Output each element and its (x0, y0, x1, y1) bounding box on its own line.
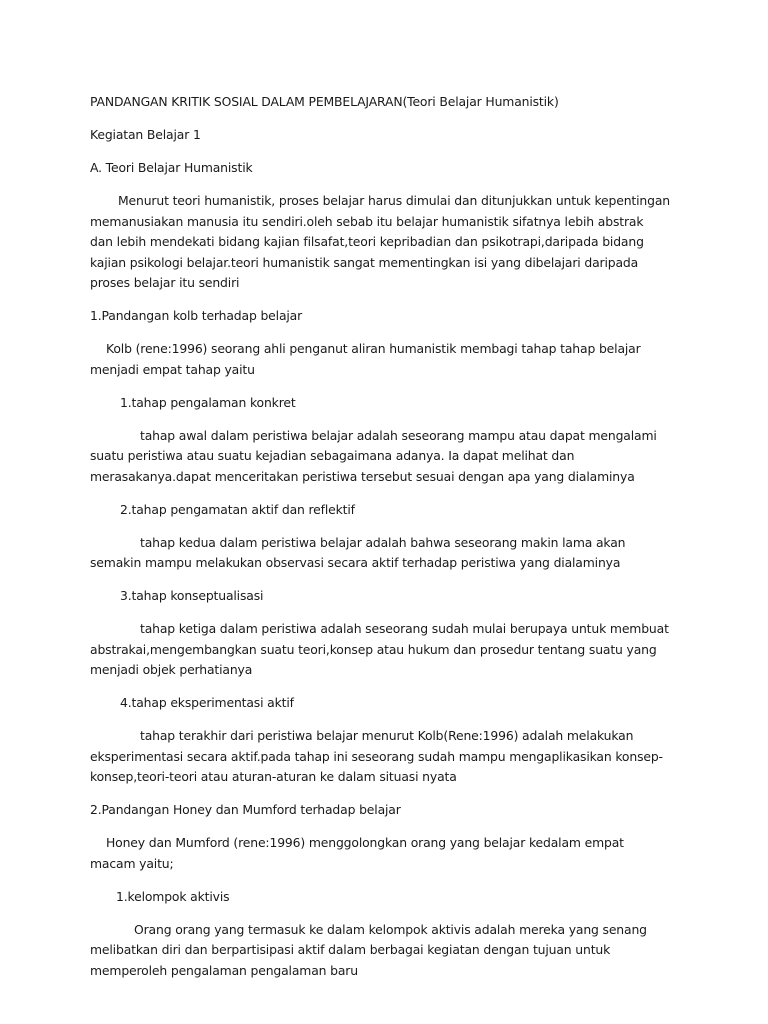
stage-paragraph: tahap terakhir dari peristiwa belajar menurut Kolb(Rene:1996) adalah melakukan eksperimentasi secara aktif.pada tahap ini seseorang sudah mampu mengaplikasikan konsep-konsep,teori-teori atau aturan-aturan ke dalam situasi nyata (90, 728, 663, 784)
stage-paragraph: tahap kedua dalam peristiwa belajar adalah bahwa seseorang makin lama akan semakin mampu melakukan observasi secara aktif terhadap peristiwa yang dialaminya (90, 534, 626, 570)
document-page (90, 92, 670, 994)
stage-paragraph: tahap awal dalam peristiwa belajar adalah seseorang mampu atau dapat mengalami suatu peristiwa atau suatu kejadian sebagaimana adanya. Ia dapat melihat dan merasakanya.dapat menceritakan peristiwa tersebut sesuai dengan apa yang dialaminya (90, 427, 657, 484)
stage-heading: 2.tahap pengamatan aktif dan reflektif (120, 501, 355, 517)
kolb-intro-paragraph: Kolb (rene:1996) seorang ahli penganut aliran humanistik membagi tahap tahap belajar menjadi empat tahap yaitu (90, 341, 641, 377)
kolb-heading: 1.Pandangan kolb terhadap belajar (90, 308, 303, 323)
honey-intro-paragraph: Honey dan Mumford (rene:1996) menggolongkan orang yang belajar kedalam empat macam yaitu; (90, 835, 624, 871)
section-heading: A. Teori Belajar Humanistik (90, 160, 253, 175)
stage-heading: 4.tahap eksperimentasi aktif (120, 695, 294, 710)
intro-paragraph: Menurut teori humanistik, proses belajar harus dimulai dan ditunjukkan untuk kepentingan memanusiakan manusia itu sendiri.oleh sebab itu belajar humanistik sifatnya lebih abstrak dan lebih mendekati bidang kajian filsafat,teori kepribadian dan psikotrapi,daripada bidang kajian psikologi belajar.teori humanistik sangat mementingkan isi yang dibelajari daripada proses belajar itu sendiri (90, 193, 670, 290)
group-heading: 1.kelompok aktivis (116, 888, 230, 904)
stage-heading: 3.tahap konseptualisasi (120, 588, 264, 603)
activity-heading: Kegiatan Belajar 1 (90, 127, 201, 142)
honey-heading: 2.Pandangan Honey dan Mumford terhadap belajar (90, 802, 401, 817)
stage-heading: 1.tahap pengalaman konkret (120, 394, 296, 410)
document-title: PANDANGAN KRITIK SOSIAL DALAM PEMBELAJARAN(Teori Belajar Humanistik) (90, 94, 559, 109)
group-paragraph: Orang orang yang termasuk ke dalam kelompok aktivis adalah mereka yang senang melibatkan diri dan berpartisipasi aktif dalam berbagai kegiatan dengan tujuan untuk memperoleh pengalaman pengalaman baru (90, 921, 647, 978)
stage-paragraph: tahap ketiga dalam peristiwa adalah seseorang sudah mulai berupaya untuk membuat abstrakai,mengembangkan suatu teori,konsep atau hukum dan prosedur tentang suatu yang menjadi objek perhatianya (90, 621, 669, 677)
